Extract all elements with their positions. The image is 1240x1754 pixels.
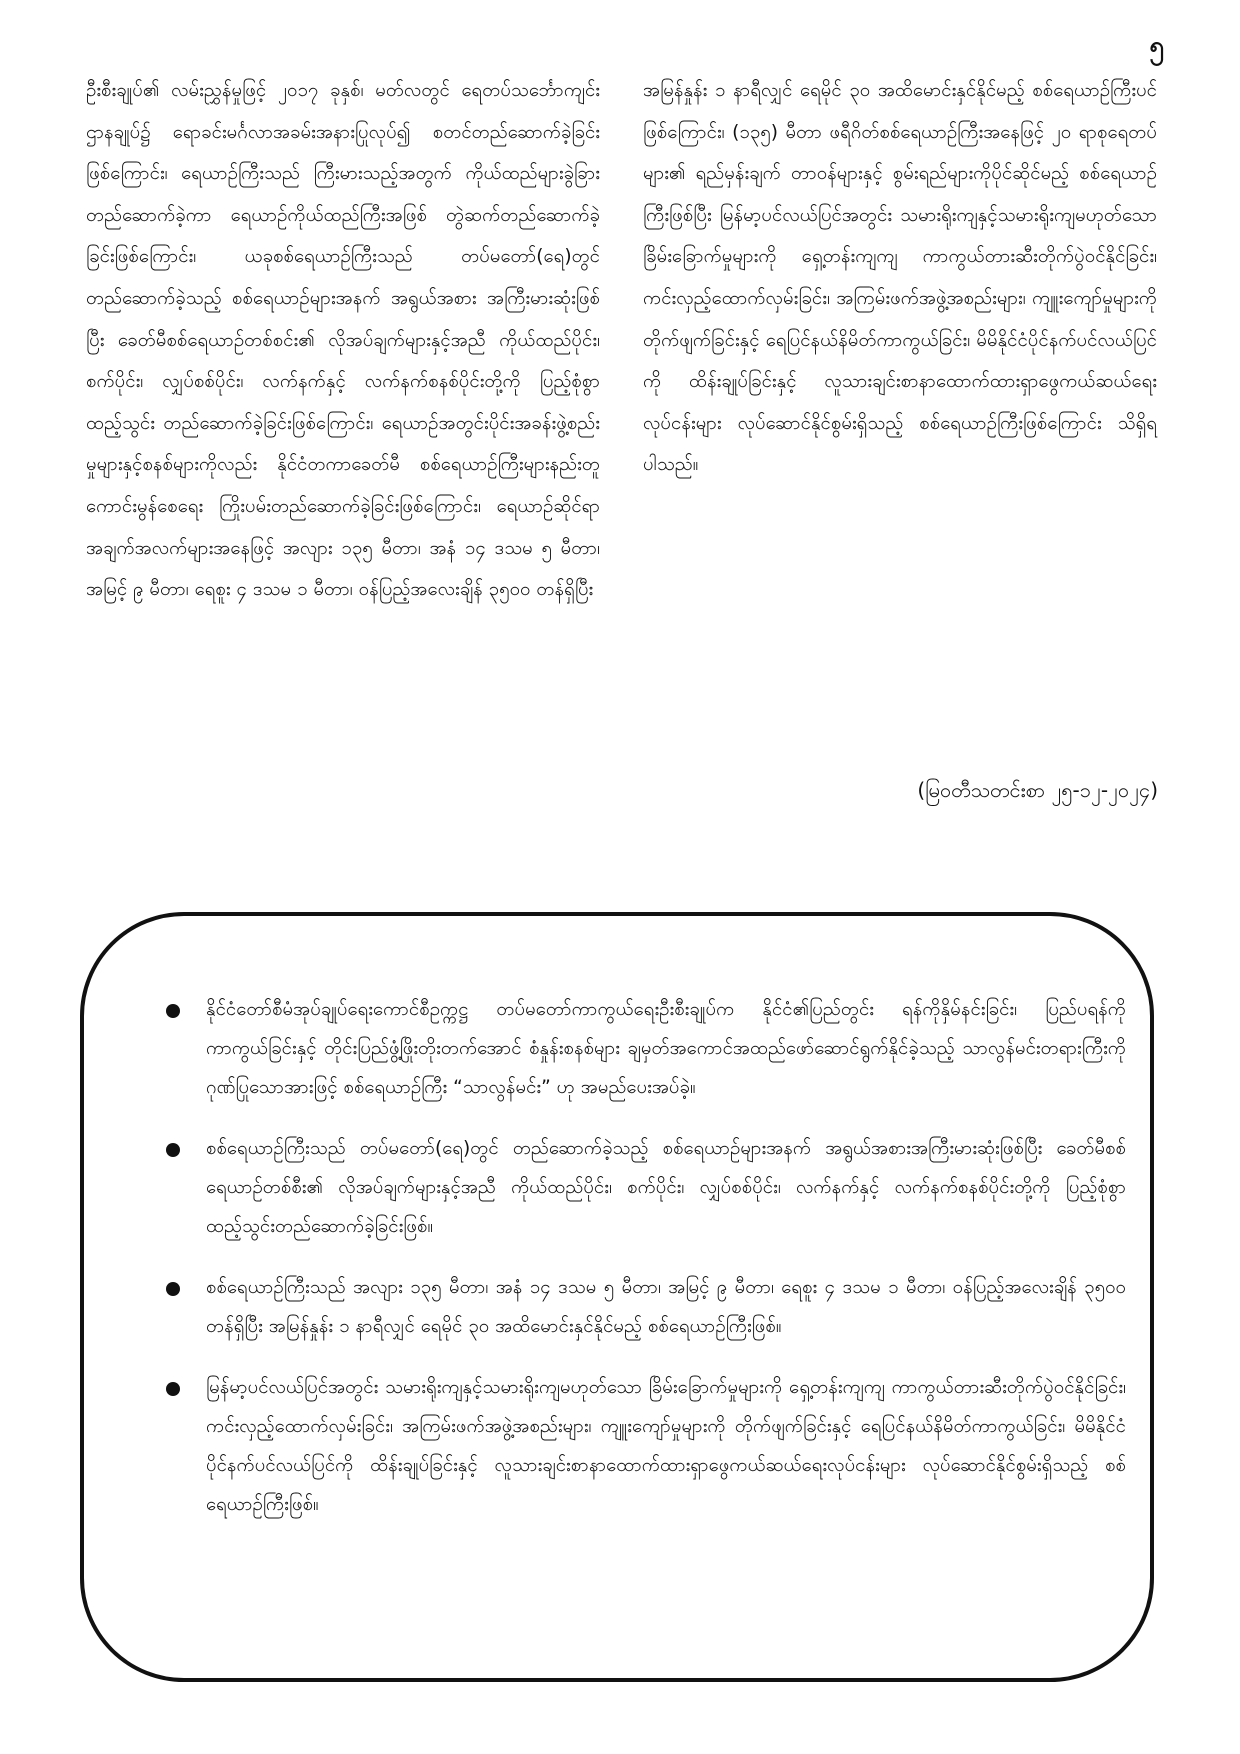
article-columns	[86, 70, 1158, 900]
summary-list	[166, 990, 1126, 1546]
summary-box	[80, 912, 1154, 1682]
article-right-column: အမြန်နှုန်း ၁ နာရီလျှင် ရေမိုင် ၃၀ အထိမောင်းနှင်နိုင်မည့် စစ်ရေယာဉ်ကြီးပင်ဖြစ်ကြောင်း၊ (၁၃၅) မီတာ ဖရီဂိတ်စစ်ရေယာဉ်ကြီးအနေဖြင့် ၂၀ ရာစုရေတပ်များ၏ ရည်မှန်းချက် တာဝန်များနှင့် စွမ်းရည်များကိုပိုင်ဆိုင်မည့် စစ်ရေယာဉ်ကြီးဖြစ်ပြီး မြန်မာ့ပင်လယ်ပြင်အတွင်း သမားရိုးကျနှင့်သမားရိုးကျမဟုတ်သောခြိမ်းခြောက်မှုများကို ရှေ့တန်းကျကျ ကာကွယ်တားဆီးတိုက်ပွဲဝင်နိုင်ခြင်း၊ ကင်းလှည့်ထောက်လှမ်းခြင်း၊ အကြမ်းဖက်အဖွဲ့အစည်းများ၊ ကျူးကျော်မှုများကိုတိုက်ဖျက်ခြင်းနှင့် ရေပြင်နယ်နိမိတ်ကာကွယ်ခြင်း၊ မိမိနိုင်ငံပိုင်နက်ပင်လယ်ပြင်ကို ထိန်းချုပ်ခြင်းနှင့် လူသားချင်းစာနာထောက်ထားရှာဖွေကယ်ဆယ်ရေးလုပ်ငန်းများ လုပ်ဆောင်နိုင်စွမ်းရှိသည့် စစ်ရေယာဉ်ကြီးဖြစ်ကြောင်း သိရှိရပါသည်။	[643, 80, 1157, 476]
summary-item	[166, 1368, 1126, 1524]
bullet-icon	[166, 1143, 180, 1157]
article-source: (မြဝတီသတင်းစာ ၂၅-၁၂-၂၀၂၄)	[917, 778, 1158, 802]
page-number: ၅	[1149, 31, 1164, 61]
summary-item-text: နိုင်ငံတော်စီမံအုပ်ချုပ်ရေးကောင်စီဥက္ကဋ္ဌ တပ်မတော်ကာကွယ်ရေးဦးစီးချုပ်က နိုင်ငံ၏ပြည်တွင်း ရန်ကိုနှိမ်နင်းခြင်း၊ ပြည်ပရန်ကိုကာကွယ်ခြင်းနှင့် တိုင်းပြည်ဖွံ့ဖြိုးတိုးတက်အောင် စံနှုန်းစနစ်များ ချမှတ်အကောင်အထည်ဖော်ဆောင်ရွက်နိုင်ခဲ့သည့် သာလွန်မင်းတရားကြီးကို ဂုဏ်ပြုသောအားဖြင့် စစ်ရေယာဉ်ကြီး “သာလွန်မင်း” ဟု အမည်ပေးအပ်ခဲ့။	[206, 999, 1126, 1098]
bullet-icon	[166, 1004, 180, 1018]
summary-item-text: စစ်ရေယာဉ်ကြီးသည် အလျား ၁၃၅ မီတာ၊ အနံ ၁၄ ဒသမ ၅ မီတာ၊ အမြင့် ၉ မီတာ၊ ရေစူး ၄ ဒသမ ၁ မီတာ၊ ဝန်ပြည့်အလေးချိန် ၃၅၀၀ တန်ရှိပြီး အမြန်နှုန်း ၁ နာရီလျှင် ရေမိုင် ၃၀ အထိမောင်းနှင်နိုင်မည့် စစ်ရေယာဉ်ကြီးဖြစ်။	[206, 1277, 1126, 1337]
summary-item	[166, 990, 1126, 1107]
bullet-icon	[166, 1282, 180, 1296]
article-left-column: ဦးစီးချုပ်၏ လမ်းညွှန်မှုဖြင့် ၂၀၁၇ ခုနှစ်၊ မတ်လတွင် ရေတပ်သင်္ဘောကျင်းဌာနချုပ်၌ ရောခင်းမင်္ဂလာအခမ်းအနားပြုလုပ်၍ စတင်တည်ဆောက်ခဲ့ခြင်းဖြစ်ကြောင်း၊ ရေယာဉ်ကြီးသည် ကြီးမားသည့်အတွက် ကိုယ်ထည်များခွဲခြားတည်ဆောက်ခဲ့ကာ ရေယာဉ်ကိုယ်ထည်ကြီးအဖြစ် တွဲဆက်တည်ဆောက်ခဲ့ခြင်းဖြစ်ကြောင်း၊ ယခုစစ်ရေယာဉ်ကြီးသည် တပ်မတော်(ရေ)တွင် တည်ဆောက်ခဲ့သည့် စစ်ရေယာဉ်များအနက် အရွယ်အစား အကြီးမားဆုံးဖြစ်ပြီး ခေတ်မီစစ်ရေယာဉ်တစ်စင်း၏ လိုအပ်ချက်များနှင့်အညီ ကိုယ်ထည်ပိုင်း၊ စက်ပိုင်း၊ လျှပ်စစ်ပိုင်း၊ လက်နက်နှင့် လက်နက်စနစ်ပိုင်းတို့ကို ပြည့်စုံစွာထည့်သွင်း တည်ဆောက်ခဲ့ခြင်းဖြစ်ကြောင်း၊ ရေယာဉ်အတွင်းပိုင်းအခန်းဖွဲ့စည်းမှုများနှင့်စနစ်များကိုလည်း နိုင်ငံတကာခေတ်မီ စစ်ရေယာဉ်ကြီးများနည်းတူကောင်းမွန်စေရေး ကြိုးပမ်းတည်ဆောက်ခဲ့ခြင်းဖြစ်ကြောင်း၊ ရေယာဉ်ဆိုင်ရာအချက်အလက်များအနေဖြင့် အလျား ၁၃၅ မီတာ၊ အနံ ၁၄ ဒသမ ၅ မီတာ၊ အမြင့် ၉ မီတာ၊ ရေစူး ၄ ဒသမ ၁ မီတာ၊ ဝန်ပြည့်အလေးချိန် ၃၅၀၀ တန်ရှိပြီး	[86, 80, 600, 601]
bullet-icon	[166, 1382, 180, 1396]
summary-item-text: စစ်ရေယာဉ်ကြီးသည် တပ်မတော်(ရေ)တွင် တည်ဆောက်ခဲ့သည့် စစ်ရေယာဉ်များအနက် အရွယ်အစားအကြီးမားဆုံးဖြစ်ပြီး ခေတ်မီစစ်ရေယာဉ်တစ်စီး၏ လိုအပ်ချက်များနှင့်အညီ ကိုယ်ထည်ပိုင်း၊ စက်ပိုင်း၊ လျှပ်စစ်ပိုင်း၊ လက်နက်နှင့် လက်နက်စနစ်ပိုင်းတို့ကို ပြည့်စုံစွာထည့်သွင်းတည်ဆောက်ခဲ့ခြင်းဖြစ်။	[206, 1138, 1126, 1237]
summary-item	[166, 1129, 1126, 1246]
summary-item-text: မြန်မာ့ပင်လယ်ပြင်အတွင်း သမားရိုးကျနှင့်သမားရိုးကျမဟုတ်သော ခြိမ်းခြောက်မှုများကို ရှေ့တန်းကျကျ ကာကွယ်တားဆီးတိုက်ပွဲဝင်နိုင်ခြင်း၊ ကင်းလှည့်ထောက်လှမ်းခြင်း၊ အကြမ်းဖက်အဖွဲ့အစည်းများ၊ ကျူးကျော်မှုများကို တိုက်ဖျက်ခြင်းနှင့် ရေပြင်နယ်နိမိတ်ကာကွယ်ခြင်း၊ မိမိနိုင်ငံပိုင်နက်ပင်လယ်ပြင်ကို ထိန်းချုပ်ခြင်းနှင့် လူသားချင်းစာနာထောက်ထားရှာဖွေကယ်ဆယ်ရေးလုပ်ငန်းများ လုပ်ဆောင်နိုင်စွမ်းရှိသည့် စစ်ရေယာဉ်ကြီးဖြစ်။	[206, 1377, 1126, 1515]
summary-item	[166, 1268, 1126, 1346]
